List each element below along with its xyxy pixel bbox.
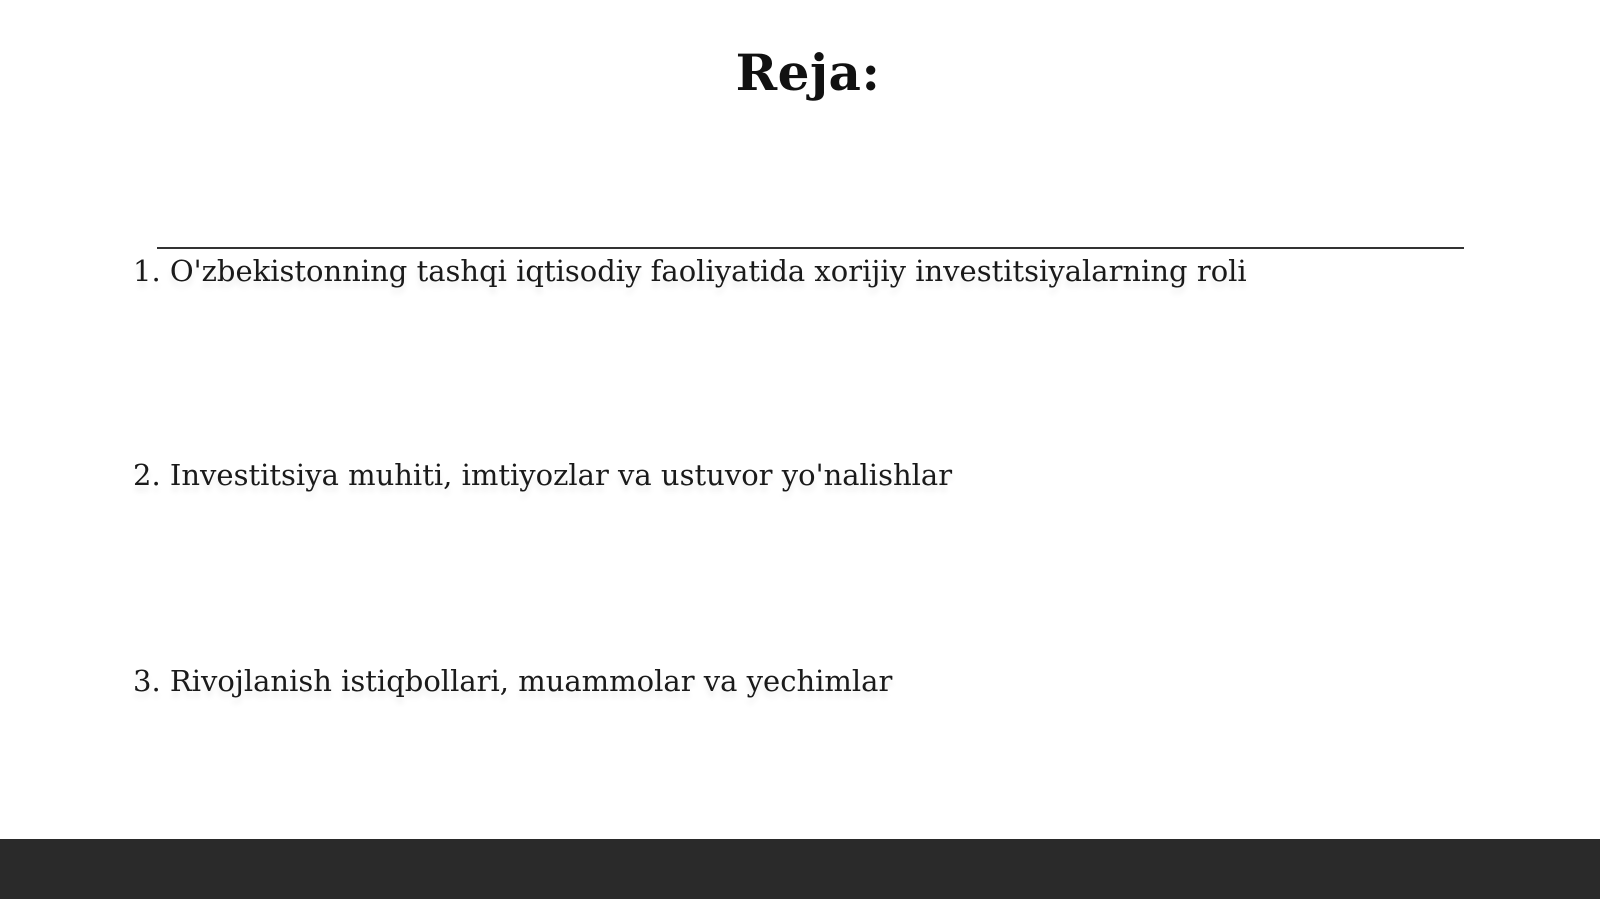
plan-item-1: 1. O'zbekistonning tashqi iqtisodiy faoliyatida xorijiy investitsiyalarning roli xyxy=(133,254,1247,288)
plan-item-3: 3. Rivojlanish istiqbollari, muammolar va yechimlar xyxy=(133,664,893,698)
plan-item-2: 2. Investitsiya muhiti, imtiyozlar va ustuvor yo'nalishlar xyxy=(133,458,953,492)
slide-title: Reja: xyxy=(735,43,881,102)
bottom-bar xyxy=(0,839,1600,899)
divider-line xyxy=(157,247,1464,249)
